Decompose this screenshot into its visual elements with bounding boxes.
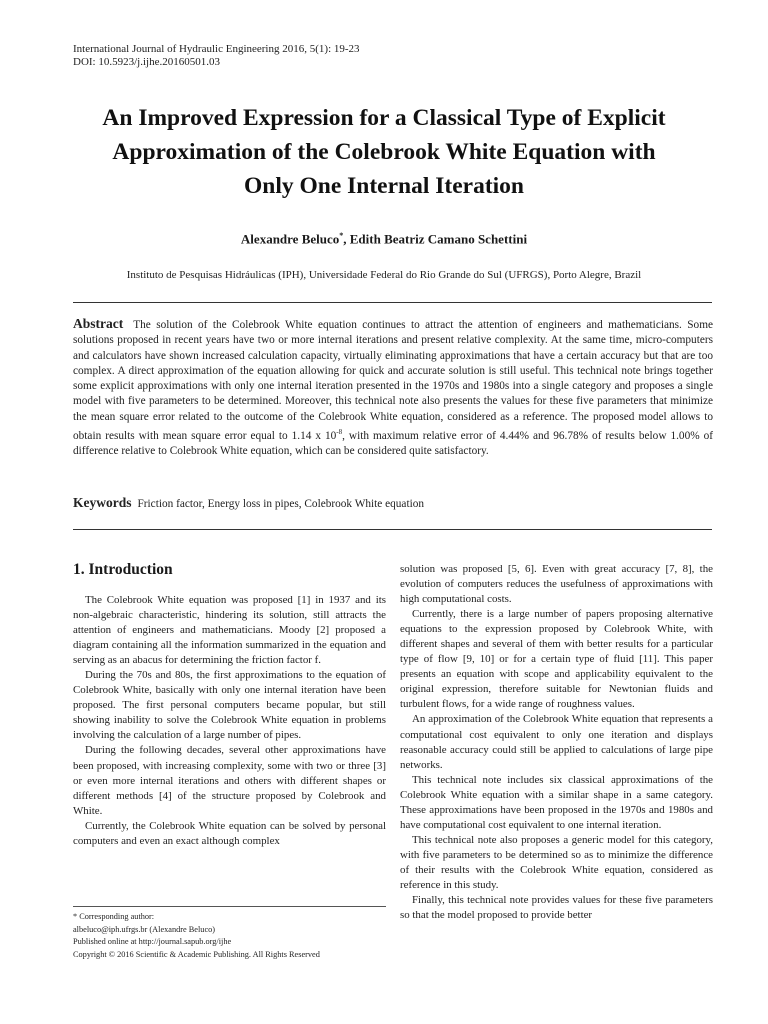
paragraph: The Colebrook White equation was proposed [1] in 1937 and its non-algebraic characteristic, hindering its solution, still attracts the attention of engineers and mathematicians. Moody [2] proposed a diagram containing all the information summarized in the equation and serving as an abacus for determining the friction factor f. [73,594,386,667]
author-email: albeluco@iph.ufrgs.br (Alexandre Beluco) [73,924,216,934]
paragraph: Finally, this technical note provides values for these five parameters so that the model proposed to provide better [400,894,713,922]
affiliation: Instituto de Pesquisas Hidráulicas (IPH), Universidade Federal do Rio Grande do Sul (UFRGS), Porto Alegre, Brazil [126,269,642,281]
paragraph: During the 70s and 80s, the first approximations to the equation of Colebrook White, basically with only one internal iteration have been proposed. The first personal computers became popular, but still showing inability to solve the Colebrook White equation in problems involving the calculation of a large number of pipes. [73,669,386,742]
paragraph: An approximation of the Colebrook White equation that represents a computational cost equivalent to only one iteration and displays reasonable accuracy could still be applied to calculations of large pipe networks. [400,713,713,771]
title-line-2: Approximation of the Colebrook White Equation with [112,139,656,165]
section-heading-introduction: 1. Introduction [73,561,173,578]
abstract [73,316,713,459]
paragraph: Currently, there is a large number of papers proposing alternative equations to the expression proposed by Colebrook White, with different shapes and several of them with better results for a particular type of flow [9, 10] or for a certain type of fluid [11]. This paper presents an equation with scope and applicability equivalent to the original expression, therefore suitable for Newtonian fluids and turbulent flows, for a wide range of roughness values. [400,608,713,711]
keywords-heading: Keywords [73,495,132,510]
divider-top [73,302,712,303]
abstract-text: The solution of the Colebrook White equation continues to attract the attention of engineers and mathematicians. Some solutions proposed in recent years have two or more internal iterations and present relative complexity. At the same time, micro-computers and calculators have shown increased calculation capacity, virtually eliminating approximations that have a certain accuracy but that are too complex. A direct approximation of the equation allowing for quick and accurate solution is still useful. This technical note brings together some explicit approximations with only one internal iteration presented in the 1970s and 1980s into a single category and proposes a single model with five parameters to be determined. Moreover, this technical note also presents the values for these five parameters that minimize the mean square error related to the outcome of the Colebrook White equation, considered as a reference. The proposed model allows to obtain results with mean square error equal to 1.14 x 10 [73,319,713,442]
paragraph: This technical note also proposes a generic model for this category, with five parameters to be determined so as to minimize the difference of their results with the Colebrook White equation, considered as reference in this study. [400,833,713,891]
title-line-3: Only One Internal Iteration [243,173,525,199]
doi: DOI: 10.5923/j.ijhe.20160501.03 [73,56,220,68]
corresponding-author-note: * Corresponding author: [73,912,155,921]
journal-header [73,43,360,69]
abstract-exponent: -8 [336,428,343,437]
left-column [73,560,386,849]
author-separator: , [343,231,350,247]
paragraph: During the following decades, several other approximations have been proposed, with increasing complexity, some with two or three [3] or even more internal iterations and others with different shapes or different methods [4] of the structure proposed by Colebrook and White. [73,744,386,817]
corresponding-author-mark: * [339,231,344,240]
author-list [40,231,728,247]
abstract-heading: Abstract [73,316,124,331]
paragraph: This technical note includes six classical approximations of the Colebrook White equation with a similar shape in a same category. These approximations have been proposed in the 1970s and 1980s and have computational cost equivalent to one internal iteration. [400,773,713,831]
keywords-text: Friction factor, Energy loss in pipes, Colebrook White equation [137,498,425,510]
abstract-text-end: , with maximum relative error of 4.44% and 96.78% of results below 1.00% of difference relative to Colebrook White equation, which can be considered quite satisfactory. [73,429,713,458]
footnote [73,906,386,961]
author-2: Edith Beatriz Camano Schettini [349,231,528,247]
paper-title [40,101,728,203]
journal-citation: International Journal of Hydraulic Engineering 2016, 5(1): 19-23 [73,43,360,55]
keywords [73,495,713,511]
paragraph: Currently, the Colebrook White equation can be solved by personal computers and even an exact although complex [73,819,386,847]
title-line-1: An Improved Expression for a Classical Type of Explicit [102,105,666,131]
author-1: Alexandre Beluco [240,231,340,247]
paragraph: solution was proposed [5, 6]. Even with great accuracy [7, 8], the evolution of computers reduces the usefulness of approximations with high computational costs. [400,563,713,606]
copyright-note: Copyright © 2016 Scientific & Academic Publishing. All Rights Reserved [73,949,320,959]
published-online-note: Published online at http://journal.sapub.org/ijhe [73,937,232,946]
right-column [400,562,713,923]
divider-bottom [73,529,712,530]
